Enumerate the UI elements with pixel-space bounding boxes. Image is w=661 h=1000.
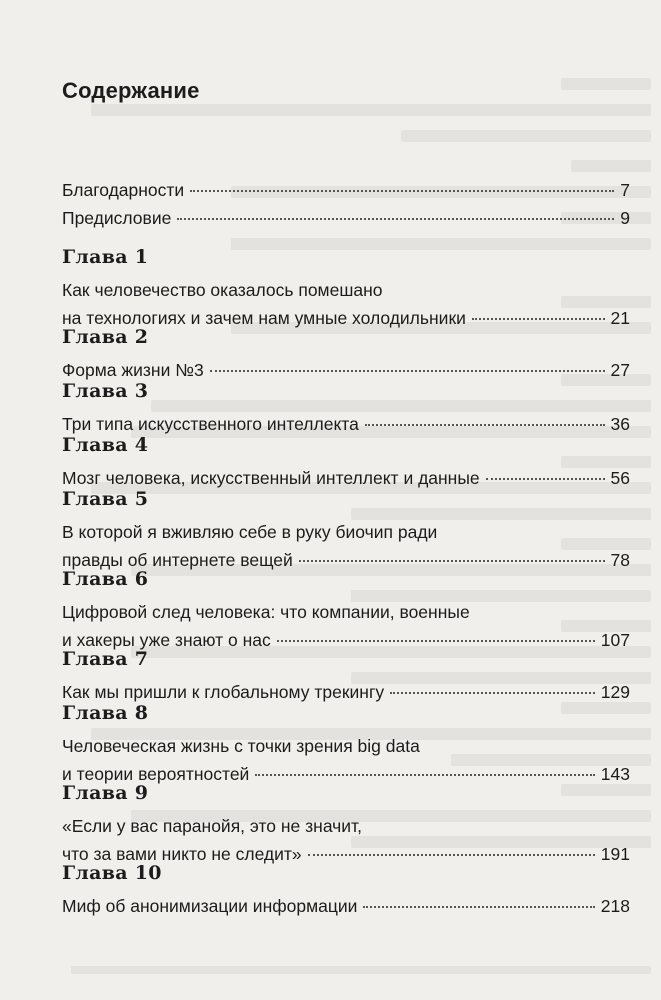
dot-leader bbox=[365, 424, 605, 426]
chapter-label: Глава 3 bbox=[62, 380, 149, 402]
chapter-label: Глава 5 bbox=[62, 488, 149, 510]
page-number: 56 bbox=[610, 468, 630, 488]
page-number: 27 bbox=[610, 360, 630, 380]
entry-title: и теории вероятностей bbox=[62, 764, 250, 784]
chapter-label: Глава 2 bbox=[62, 326, 149, 348]
toc-line-with-page bbox=[62, 414, 630, 435]
dot-leader bbox=[177, 218, 614, 220]
page-number: 129 bbox=[600, 682, 630, 702]
entry-title: Предисловие bbox=[62, 208, 172, 228]
page-number: 78 bbox=[610, 550, 630, 570]
dot-leader bbox=[363, 906, 594, 908]
toc-line-with-page bbox=[62, 896, 630, 917]
page-number: 36 bbox=[610, 414, 630, 434]
toc-line-with-page bbox=[62, 682, 630, 703]
dot-leader bbox=[255, 774, 594, 776]
entry-title: Благодарности bbox=[62, 180, 185, 200]
page-number: 7 bbox=[620, 180, 630, 200]
entry-title: на технологиях и зачем нам умные холодильники bbox=[62, 308, 466, 328]
toc-line bbox=[62, 280, 630, 301]
toc-line bbox=[62, 736, 630, 757]
chapter-label: Глава 8 bbox=[62, 702, 149, 724]
entry-title: Миф об анонимизации информации bbox=[62, 896, 358, 916]
dot-leader bbox=[308, 854, 595, 856]
page-number: 143 bbox=[600, 764, 630, 784]
page-number: 218 bbox=[600, 896, 630, 916]
toc-line-with-page bbox=[62, 180, 630, 201]
entry-title: Мозг человека, искусственный интеллект и данные bbox=[62, 468, 480, 488]
chapter-label: Глава 1 bbox=[62, 246, 149, 268]
page-number: 191 bbox=[600, 844, 630, 864]
entry-title: В которой я вживляю себе в руку биочип ради bbox=[62, 522, 438, 542]
chapter-label: Глава 7 bbox=[62, 648, 149, 670]
entry-title: Человеческая жизнь с точки зрения big data bbox=[62, 736, 420, 756]
toc-line-with-page bbox=[62, 468, 630, 489]
entry-title: Как мы пришли к глобальному трекингу bbox=[62, 682, 385, 702]
toc-line bbox=[62, 602, 630, 623]
entry-title: Цифровой след человека: что компании, военные bbox=[62, 602, 470, 622]
toc-line bbox=[62, 816, 630, 837]
chapter-label: Глава 4 bbox=[62, 434, 149, 456]
entry-title: что за вами никто не следит» bbox=[62, 844, 302, 864]
toc-line-with-page bbox=[62, 208, 630, 229]
dot-leader bbox=[210, 370, 605, 372]
dot-leader bbox=[472, 318, 605, 320]
entry-title: «Если у вас паранойя, это не значит, bbox=[62, 816, 362, 836]
toc-line-with-page bbox=[62, 360, 630, 381]
dot-leader bbox=[190, 190, 614, 192]
toc-line bbox=[62, 522, 630, 543]
page-title: Содержание bbox=[62, 78, 200, 103]
entry-title: Три типа искусственного интеллекта bbox=[62, 414, 359, 434]
entry-title: и хакеры уже знают о нас bbox=[62, 630, 271, 650]
dot-leader bbox=[299, 560, 605, 562]
page-number: 21 bbox=[610, 308, 630, 328]
entry-title: Форма жизни №3 bbox=[62, 360, 204, 380]
chapter-label: Глава 10 bbox=[62, 862, 162, 884]
entry-title: Как человечество оказалось помешано bbox=[62, 280, 383, 300]
dot-leader bbox=[277, 640, 595, 642]
page-number: 107 bbox=[600, 630, 630, 650]
chapter-label: Глава 9 bbox=[62, 782, 149, 804]
dot-leader bbox=[486, 478, 605, 480]
dot-leader bbox=[390, 692, 595, 694]
page-number: 9 bbox=[620, 208, 630, 228]
entry-title: правды об интернете вещей bbox=[62, 550, 293, 570]
chapter-label: Глава 6 bbox=[62, 568, 149, 590]
